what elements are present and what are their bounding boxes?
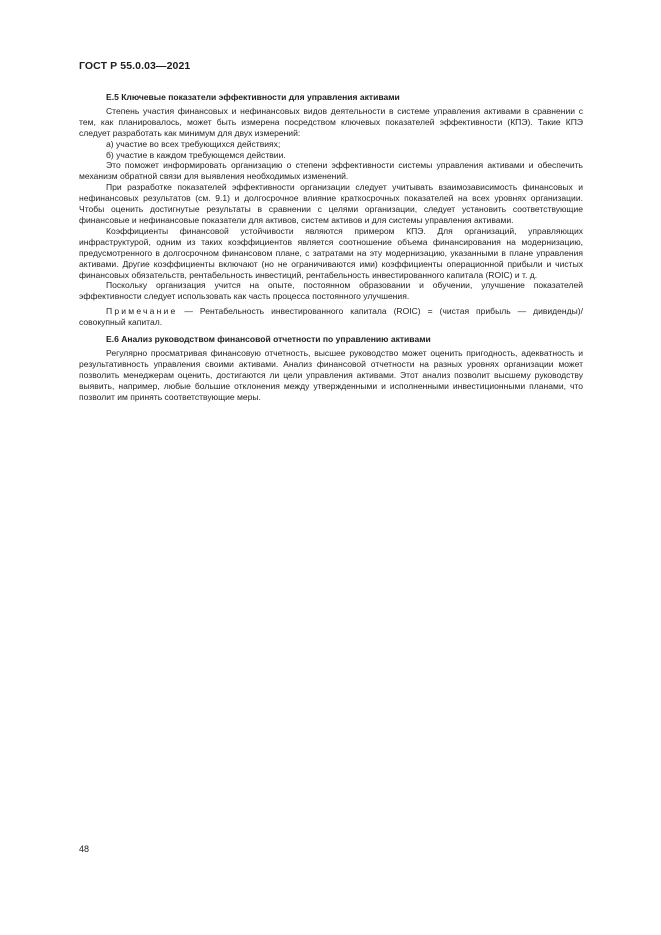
note-text: — Рентабельность инвестированного капитала (ROIC) = (чистая прибыль — дивиденды)/совокупный капитал. [79, 306, 583, 328]
section-e6-paragraph-1: Регулярно просматривая финансовую отчетность, высшее руководство может оценить пригодность, адекватность и результативность управления своими активами. Анализ финансовой отчетности на разных уровнях организации может позволить менеджерам оценить, достигаются ли цели управления активами. Этот анализ позволит высшему руководству выявить, например, любые большие отклонения между утвержденными и исполненными инвестиционными планами, что позволит им принять соответствующие меры. [79, 347, 583, 402]
section-e5-paragraph-4: Коэффициенты финансовой устойчивости являются примером КПЭ. Для организаций, управляющих инфраструктурой, одним из таких коэффициентов является соотношение объема финансирования на модернизацию, предусмотренного в долгосрочном финансовом плане, с затратами на эту модернизацию, указанными в плане управления активами. Другие коэффициенты включают (но не ограничиваются ими) коэффициенты операционной прибыли и чистых финансовых обязательств, рентабельность инвестиций, рентабельность инвестированного капитала (ROIC) и т. д. [79, 225, 583, 280]
section-e5-paragraph-2: Это поможет информировать организацию о степени эффективности системы управления активами и обеспечить механизм обратной связи для выявления необходимых изменений. [79, 160, 583, 182]
page-number: 48 [79, 844, 90, 854]
document-body [79, 92, 583, 402]
note-label: Примечание [106, 306, 178, 317]
list-item-b: б) участие в каждом требующемся действии. [106, 149, 286, 160]
note [79, 306, 583, 328]
section-e5-title: Е.5 Ключевые показатели эффективности для управления активами [106, 92, 400, 102]
section-e5-paragraph-3: При разработке показателей эффективности организации следует учитывать взаимозависимость финансовых и нефинансовых результатов (см. 9.1) и долгосрочное влияние краткосрочных показателей на всех уровнях организации. Чтобы оценить достигнутые результаты в сравнении с целями организации, следует установить соответствующие финансовые и нефинансовые показатели для активов, систем активов и для системы управления активами. [79, 182, 583, 225]
section-e6-title: Е.6 Анализ руководством финансовой отчетности по управлению активами [106, 334, 431, 345]
document-standard-header: ГОСТ Р 55.0.03—2021 [79, 60, 191, 72]
section-e5-paragraph-5: Поскольку организация учится на опыте, постоянном образовании и обучении, улучшение показателей эффективности следует использовать как часть процесса постоянного улучшения. [79, 280, 583, 302]
section-e5-paragraph-1: Степень участия финансовых и нефинансовых видов деятельности в системе управления активами в сравнении с тем, как планировалось, может быть измерена посредством ключевых показателей эффективности (КПЭ). Такие КПЭ следует разработать как минимум для двух измерений: [79, 105, 583, 138]
list-item-a: а) участие во всех требующихся действиях; [106, 138, 281, 149]
